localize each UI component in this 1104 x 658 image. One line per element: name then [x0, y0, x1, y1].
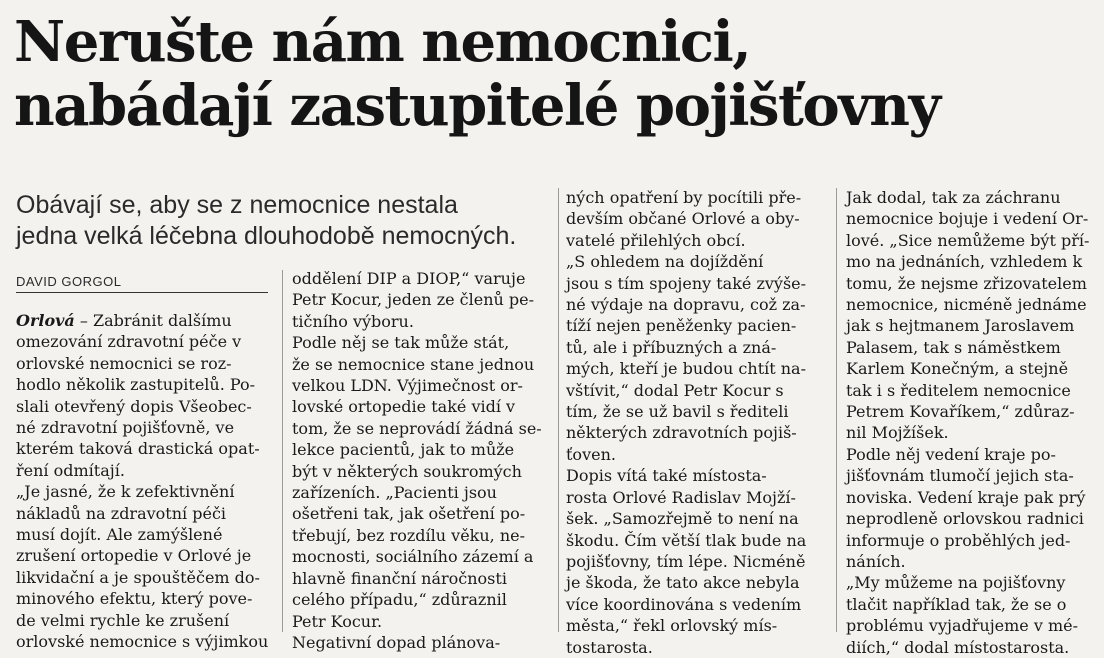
text-line: [16, 310, 274, 331]
text-line: hlavně finanční náročnosti: [292, 568, 507, 588]
text-line: tičního výboru.: [292, 311, 414, 331]
article-column-2: [292, 268, 554, 653]
text-line: oddělení DIP a DIOP,“ varuje: [292, 269, 526, 288]
text-line: ťoven.: [566, 444, 616, 464]
text-line: tak i s ředitelem nemocnice: [846, 380, 1071, 400]
text-line: devším občané Orlové a oby-: [566, 209, 800, 229]
text-line: neprodleně orlovskou radnici: [846, 509, 1084, 529]
text-line: informuje o proběhlých jed-: [846, 530, 1071, 550]
text-line: jsou s tím spojeny také zvýše-: [566, 273, 807, 293]
text-line: šek. „Samozřejmě to není na: [566, 509, 799, 529]
text-line: tím, že se už bavil s řediteli: [566, 402, 789, 422]
text-line: Podle něj se tak může stát,: [292, 333, 510, 353]
text-line: likvidační a je spouštěčem do-: [16, 567, 260, 587]
text-line: nemocnice, nicméně jednáme: [846, 295, 1087, 315]
text-line: nákladů na zdravotní péči: [16, 503, 227, 523]
text-line: Podle něj vedení kraje po-: [846, 444, 1056, 464]
text-line: lové. „Sice nemůžeme být pří-: [846, 230, 1090, 250]
text-line: diích,“ dodal místostarosta.: [846, 637, 1070, 657]
text-line: Petr Kocur, jeden ze členů pe-: [292, 290, 535, 310]
headline: [14, 10, 1104, 138]
text-line: města,“ řekl orlovský mís-: [566, 616, 778, 636]
text-line: mocnosti, sociálního zázemí a: [292, 547, 534, 567]
text-line: pojišťovny, tím lépe. Nicméně: [566, 551, 806, 571]
text-line: né výdaje na dopravu, což za-: [566, 295, 806, 315]
text-line: lovské ortopedie také vidí v: [292, 397, 516, 417]
column-divider: [282, 270, 283, 632]
subtitle-line: Obávají se, aby se z nemocnice nestala: [16, 191, 458, 219]
text-line: omezování zdravotní péče v: [16, 332, 242, 352]
subtitle: [16, 190, 561, 252]
text-line: orlovské nemocnice s výjimkou: [16, 632, 269, 652]
text-line: rosta Orlové Radislav Mojží-: [566, 487, 796, 507]
article-column-1: [16, 310, 274, 653]
text-line: nil Mojžíšek.: [846, 423, 949, 443]
text-line: zrušení ortopedie v Orlové je: [16, 546, 252, 566]
subtitle-line: jedna velká léčebna dlouhodobě nemocných.: [16, 222, 517, 250]
text-line: Jak dodal, tak za záchranu: [846, 188, 1061, 207]
text-line: ošetřeni tak, jak ošetření po-: [292, 504, 526, 524]
text-line: nemocnice bojuje i vedení Or-: [846, 209, 1089, 229]
text-line: noviska. Vedení kraje pak prý: [846, 487, 1086, 507]
text-line: minového efektu, který pove-: [16, 589, 253, 609]
text-line: Karlem Konečným, a stejně: [846, 359, 1069, 379]
column-divider: [836, 188, 837, 632]
text-line: třebují, bez rozdílu věku, ne-: [292, 525, 526, 545]
text-line: ných opatření by pocítili pře-: [566, 188, 802, 207]
text-line: Negativní dopad plánova-: [292, 632, 501, 652]
text-line: mo na jednáních, vzhledem k: [846, 252, 1083, 272]
text-line: celého případu,“ zdůraznil: [292, 590, 507, 610]
text-line: mých, kteří je budou chtít na-: [566, 359, 806, 379]
text-line: je škoda, že tato akce nebyla: [566, 573, 800, 593]
dateline: Orlová: [16, 311, 75, 330]
article-column-4: [846, 187, 1104, 658]
text-line: né zdravotní pojišťovně, ve: [16, 418, 235, 438]
text-line: Dopis vítá také místosta-: [566, 466, 767, 486]
headline-line: Nerušte nám nemocnici,: [14, 9, 751, 75]
text-line: velkou LDN. Výjimečnost or-: [292, 376, 523, 396]
text-line: tostarosta.: [566, 637, 653, 657]
text-line: tomu, že nejsme zřizovatelem: [846, 273, 1087, 293]
text-line: více koordinována s vedením: [566, 594, 802, 614]
column-divider: [558, 188, 559, 632]
text-line: kterém taková drastická opat-: [16, 439, 260, 459]
text-line: vatelé přilehlých obcí.: [566, 230, 746, 250]
text-line: „My můžeme na pojišťovny: [846, 573, 1066, 593]
text-line: ření odmítají.: [16, 460, 125, 480]
text-line: de velmi rychle ke zrušení: [16, 610, 230, 630]
text-line: musí dojít. Ale zamýšlené: [16, 525, 223, 545]
text-line: tíží nejen peněženky pacien-: [566, 316, 797, 336]
text-line: Petrem Kovaříkem,“ zdůraz-: [846, 402, 1075, 422]
text-line: jak s hejtmanem Jaroslavem: [846, 316, 1075, 336]
text-line: tlačit například tak, že se o: [846, 594, 1067, 614]
headline-line: nabádají zastupitelé pojišťovny: [14, 73, 940, 139]
text-line: lekce pacientů, jak to může: [292, 440, 515, 460]
text-line: vštívit,“ dodal Petr Kocur s: [566, 380, 784, 400]
text-line: být v některých soukromých: [292, 461, 522, 481]
text-line: problému vyjadřujeme v mé-: [846, 616, 1079, 636]
text-line-rest: – Zabránit dalšímu: [74, 311, 232, 330]
text-line: Petr Kocur.: [292, 611, 383, 631]
text-line: náních.: [846, 551, 906, 571]
article-column-3: [566, 187, 828, 658]
text-line: Palasem, tak s náměstkem: [846, 337, 1061, 357]
text-line: tom, že se neprovádí žádná se-: [292, 418, 542, 438]
text-line: některých zdravotních pojiš-: [566, 423, 797, 443]
text-line: slali otevřený dopis Všeobec-: [16, 396, 252, 416]
text-line: že se nemocnice stane jednou: [292, 354, 535, 374]
text-line: škodu. Čím větší tlak bude na: [566, 530, 807, 550]
text-line: tů, ale i příbuzných a zná-: [566, 337, 777, 357]
text-line: orlovské nemocnici se roz-: [16, 353, 232, 373]
author-byline: DAVID GORGOL: [16, 274, 268, 293]
text-line: zařízeních. „Pacienti jsou: [292, 483, 497, 503]
text-line: „Je jasné, že k zefektivnění: [16, 482, 235, 502]
text-line: jišťovnám tlumočí jejich sta-: [846, 466, 1074, 486]
text-line: hodlo několik zastupitelů. Po-: [16, 375, 256, 395]
text-line: „S ohledem na dojíždění: [566, 252, 764, 272]
